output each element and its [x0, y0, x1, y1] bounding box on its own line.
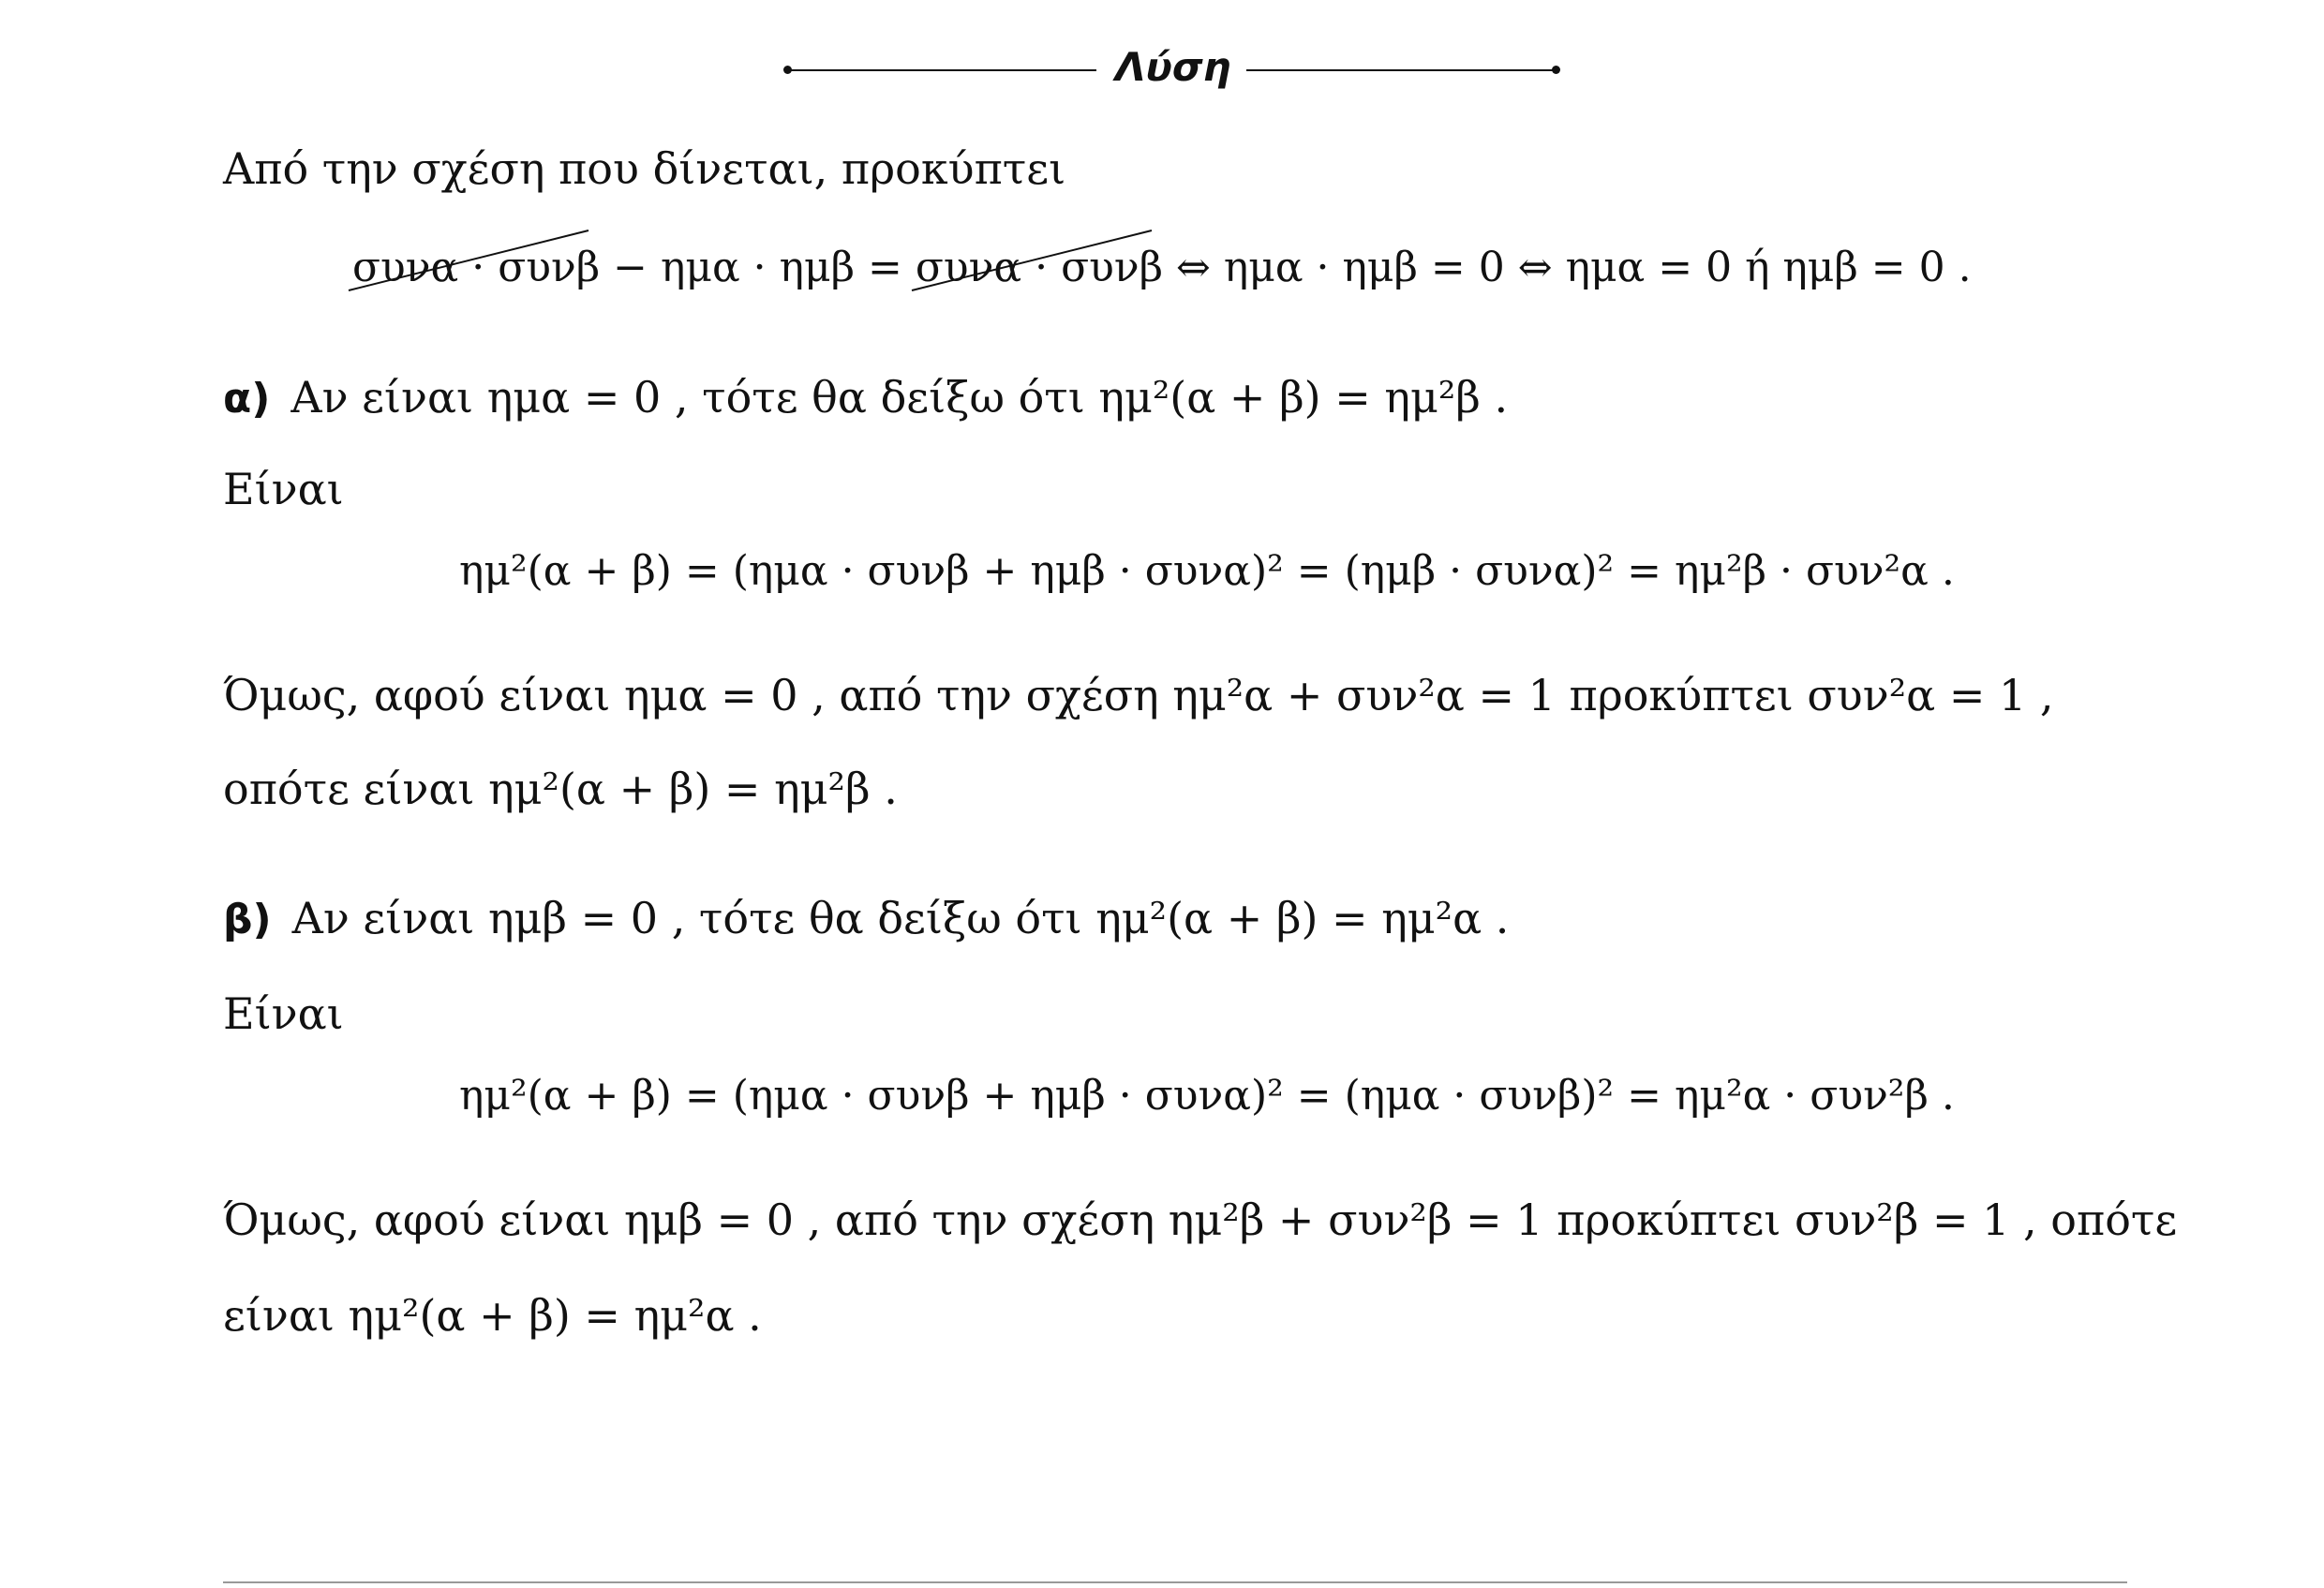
title-left-rule: [787, 69, 1096, 71]
section-title: Λύση: [1115, 44, 1231, 90]
part-a-equation: ημ²(α + β) = (ημα · συνβ + ημβ · συνα)² = (ημβ · συνα)² = ημ²β · συν²α .: [459, 547, 1955, 595]
cancelled-term-right: [916, 240, 1163, 296]
title-right-rule: [1246, 69, 1556, 71]
cancelled-term-left-text: συνα · συνβ: [352, 244, 601, 291]
cancelled-term-right-text: συνα · συνβ: [915, 244, 1164, 291]
part-a-conclusion-2: οπότε είναι ημ²(α + β) = ημ²β .: [223, 764, 898, 814]
part-b-label: β): [223, 896, 272, 943]
part-a-is-label: Είναι: [223, 464, 344, 514]
part-b-statement: Αν είναι ημβ = 0 , τότε θα δείξω ότι ημ²(α + β) = ημ²α .: [291, 893, 1510, 943]
cancelled-term-left: [352, 240, 600, 296]
equation-1-rest: ⇔ ημα · ημβ = 0 ⇔ ημα = 0 ή ημβ = 0 .: [1163, 244, 1972, 291]
equation-1: [352, 240, 1972, 296]
part-a-statement-row: [223, 369, 1508, 427]
cancel-stroke-left: [347, 234, 600, 300]
equation-1-middle: − ημα · ημβ =: [600, 244, 916, 291]
title-right-dot: [1552, 66, 1560, 74]
footer-rule: [223, 1581, 2127, 1583]
cancel-stroke-right: [910, 234, 1163, 300]
part-b-conclusion-2: είναι ημ²(α + β) = ημ²α .: [223, 1290, 762, 1341]
part-b-is-label: Είναι: [223, 988, 344, 1039]
part-a-statement: Αν είναι ημα = 0 , τότε θα δείξω ότι ημ²(α + β) = ημ²β .: [290, 372, 1509, 423]
part-b-conclusion-1: Όμως, αφού είναι ημβ = 0 , από την σχέση ημ²β + συν²β = 1 προκύπτει συν²β = 1 , οπότε: [223, 1195, 2178, 1245]
part-a-label: α): [223, 375, 271, 423]
part-b-statement-row: [223, 890, 1509, 948]
part-b-equation: ημ²(α + β) = (ημα · συνβ + ημβ · συνα)² = (ημα · συνβ)² = ημ²α · συν²β .: [459, 1072, 1955, 1120]
part-a-conclusion-1: Όμως, αφού είναι ημα = 0 , από την σχέση ημ²α + συν²α = 1 προκύπτει συν²α = 1 ,: [223, 670, 2054, 720]
intro-text: Από την σχέση που δίνεται, προκύπτει: [223, 143, 1066, 194]
